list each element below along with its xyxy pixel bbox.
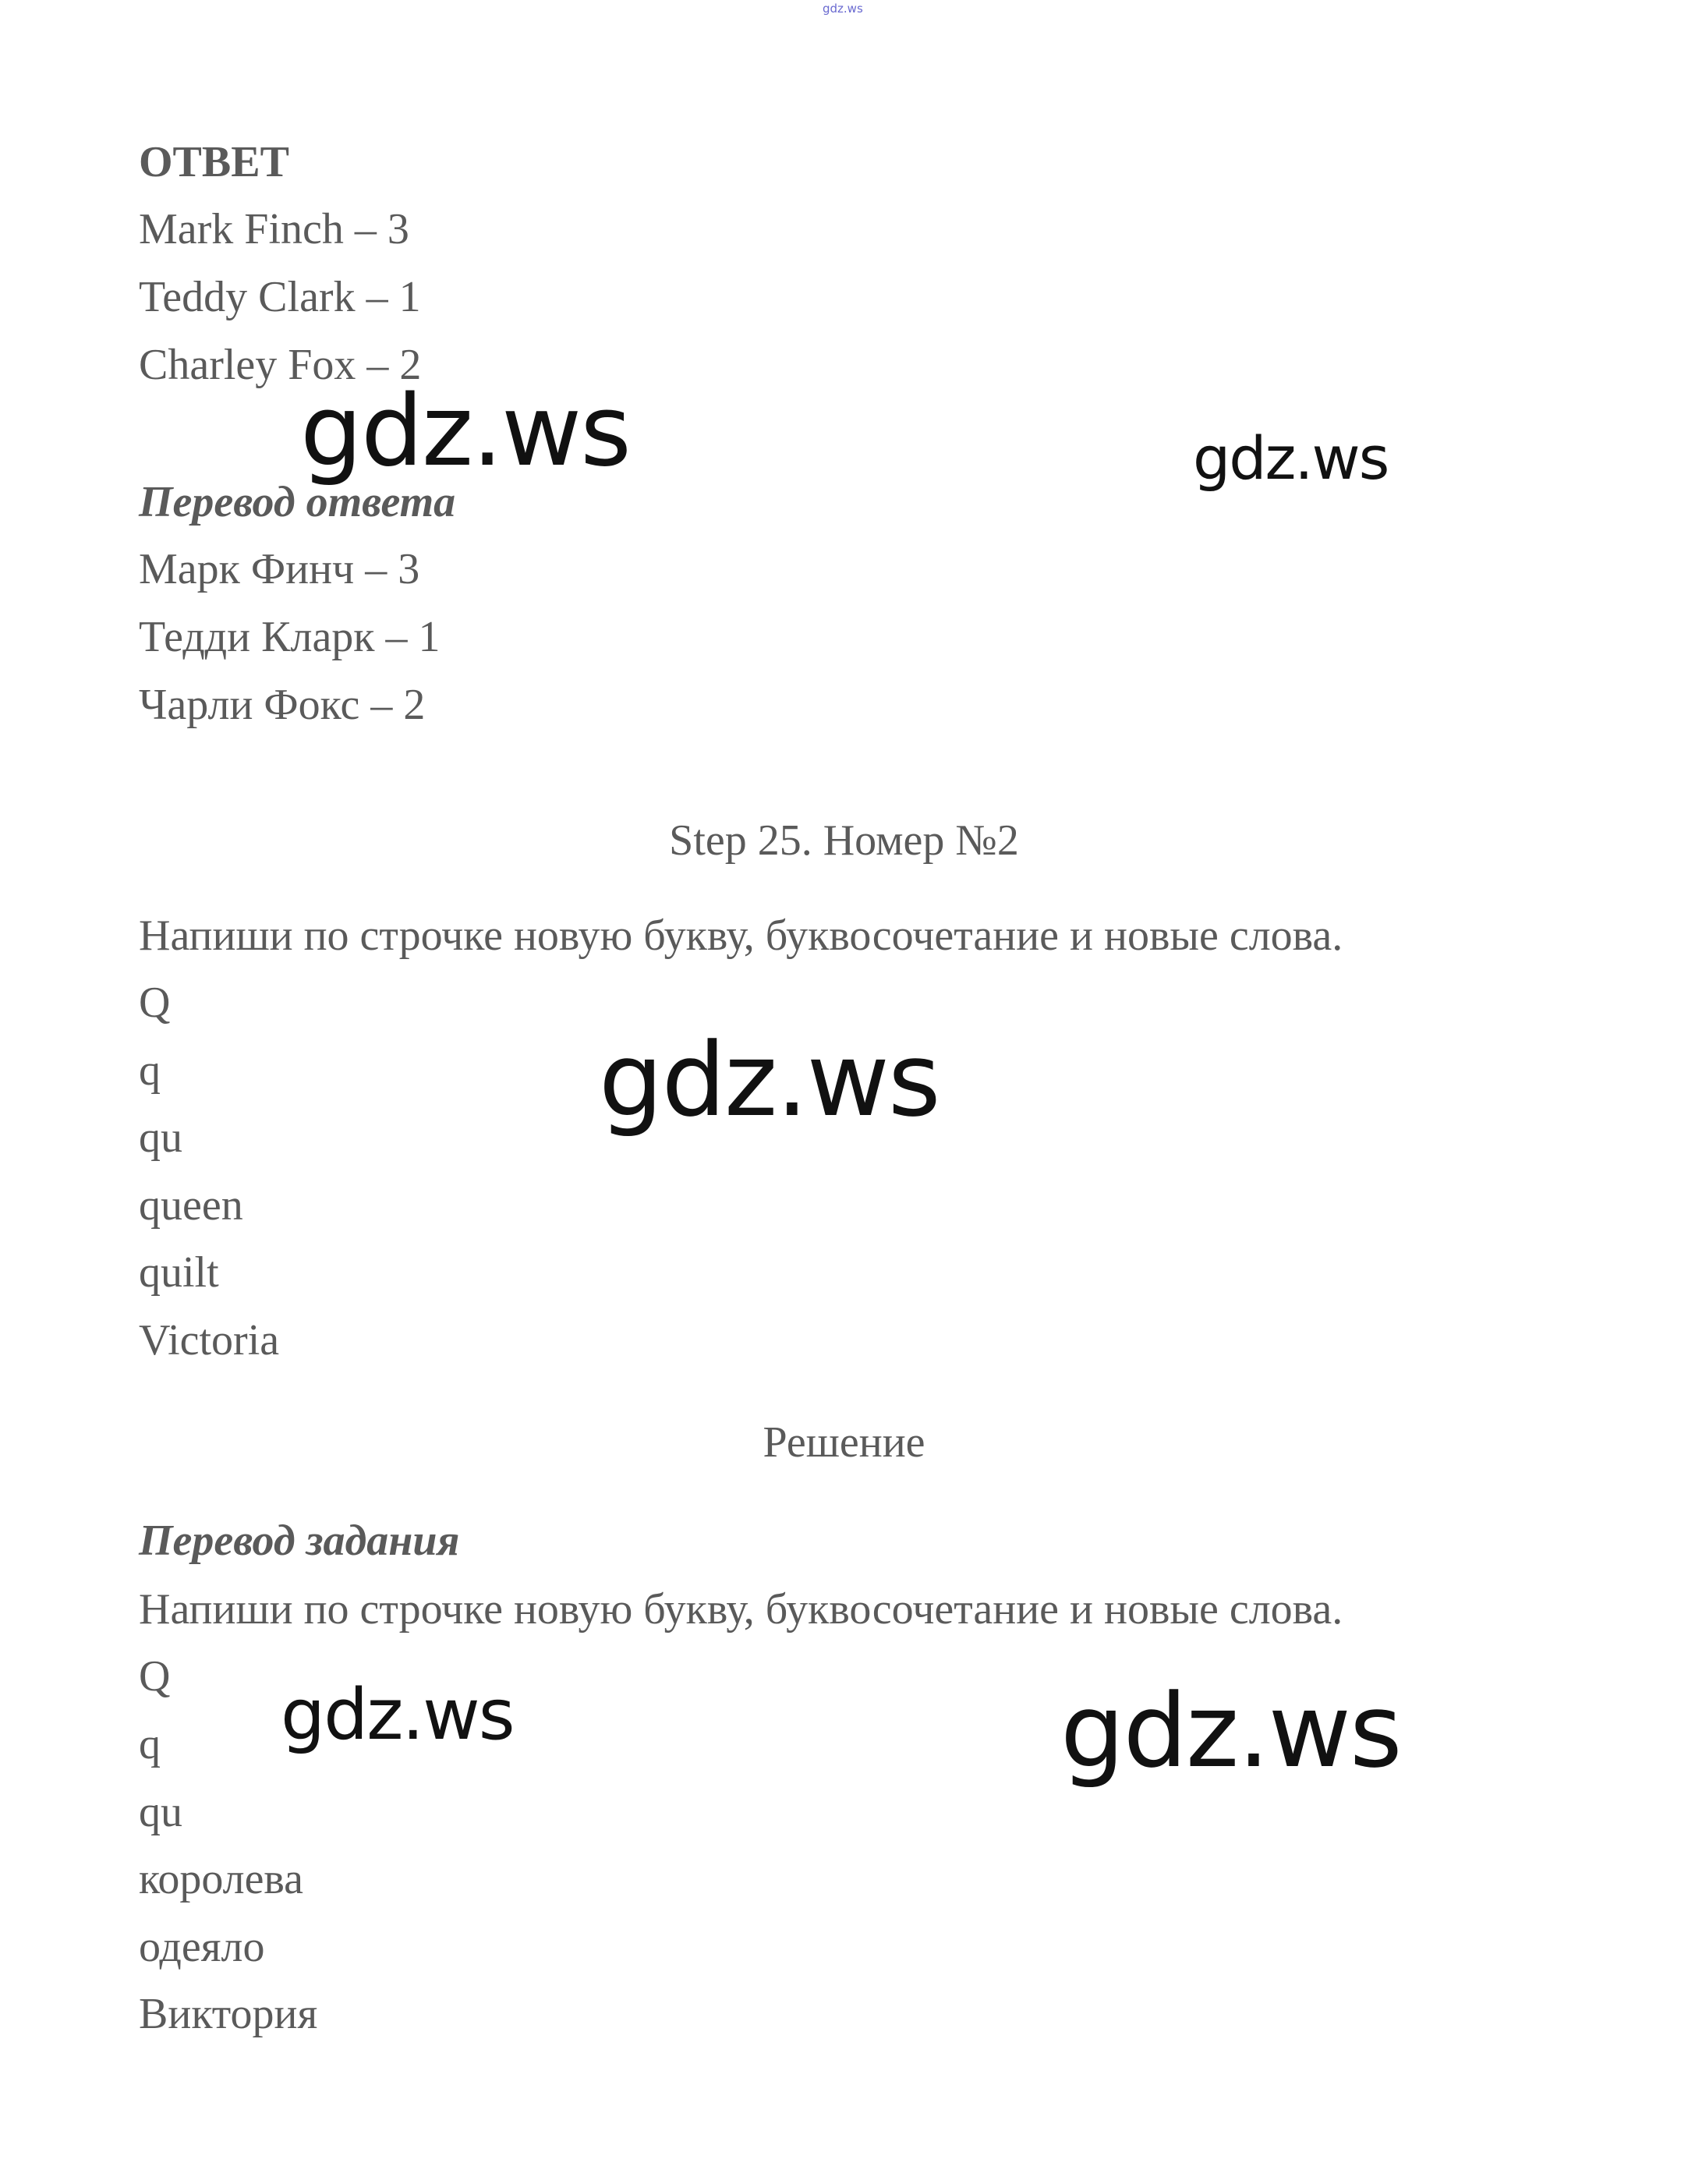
watermark: gdz.ws [599,1021,940,1139]
solution-line: q [139,1720,161,1768]
solution-line: Q [139,1652,171,1701]
task-line: q [139,1046,161,1095]
answer-heading: ОТВЕТ [139,138,289,186]
task-instruction: Напиши по строчке новую букву, буквосочетание и новые слова. [139,911,1343,960]
answer-translation-line: Марк Финч – 3 [139,545,420,593]
task-line: queen [139,1181,243,1230]
watermark: gdz.ws [1060,1672,1401,1790]
task-line: Q [139,979,171,1027]
solution-translation-heading: Перевод задания [139,1517,460,1565]
task-line: qu [139,1113,182,1162]
answer-translation-heading: Перевод ответа [139,478,456,526]
solution-line: Виктория [139,1990,318,2038]
task-title: Step 25. Номер №2 [669,816,1019,865]
watermark: gdz.ws [1193,423,1389,493]
solution-line: qu [139,1788,182,1836]
answer-line: Mark Finch – 3 [139,205,409,253]
answer-line: Teddy Clark – 1 [139,273,421,321]
top-watermark: gdz.ws [823,2,863,16]
task-line: Victoria [139,1316,280,1365]
answer-translation-line: Чарли Фокс – 2 [139,681,426,729]
watermark: gdz.ws [281,1674,514,1756]
solution-line: королева [139,1855,303,1903]
task-line: quilt [139,1248,219,1297]
solution-line: одеяло [139,1923,265,1971]
solution-instruction: Напиши по строчке новую букву, буквосочетание и новые слова. [139,1585,1343,1634]
answer-translation-line: Тедди Кларк – 1 [139,613,441,661]
solution-title: Решение [763,1418,925,1467]
answer-line: Charley Fox – 2 [139,341,422,389]
watermark: gdz.ws [300,373,630,488]
